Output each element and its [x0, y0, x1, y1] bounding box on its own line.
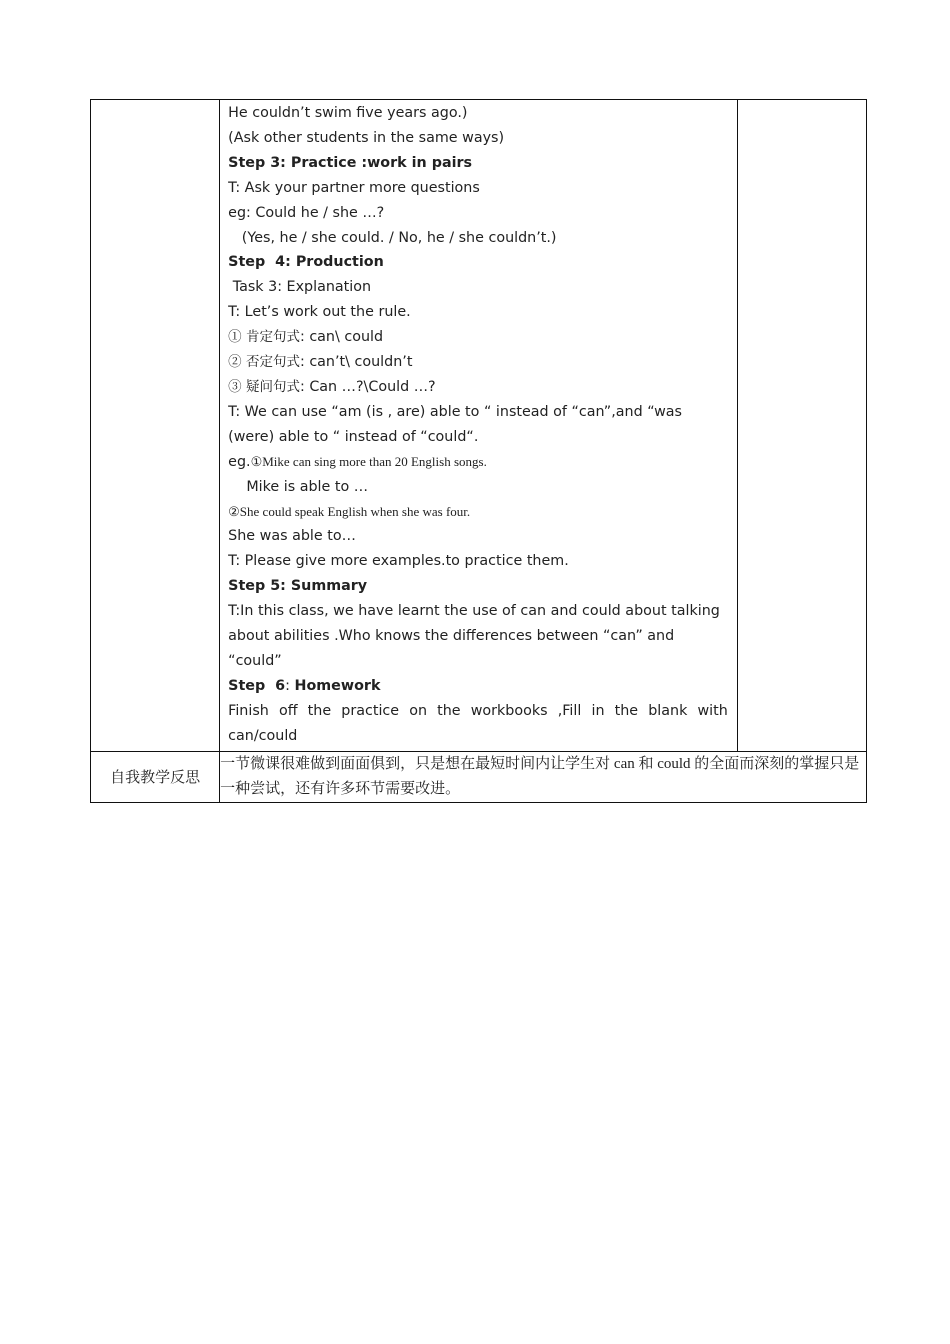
lesson-line: (were) able to “ instead of “could“.	[228, 428, 479, 445]
rule-label: ③ 疑问句式	[228, 378, 300, 395]
lesson-line	[228, 674, 728, 699]
lesson-line: T: Let’s work out the rule.	[228, 304, 411, 321]
step-heading: Step 5: Summary	[228, 578, 368, 595]
lesson-line: T: Ask your partner more questions	[228, 179, 480, 196]
lesson-line: (Ask other students in the same ways)	[228, 129, 505, 146]
lesson-line: Finish off the practice on the workbooks ,Fill in the blank with	[228, 702, 728, 719]
lesson-line: eg: Could he / she …?	[228, 204, 385, 221]
lesson-line	[228, 325, 728, 350]
rule-label: ② 否定句式	[228, 354, 300, 371]
lesson-line: She was able to…	[228, 528, 356, 545]
lesson-line: T: We can use “am (is , are) able to “ instead of “can”,and “was	[228, 403, 682, 420]
procedure-row	[91, 100, 867, 752]
lesson-line	[228, 500, 728, 525]
step-heading: Step 6	[228, 677, 286, 694]
reflection-row	[91, 751, 867, 802]
reflection-label: 自我教学反思	[91, 751, 220, 802]
rule-label: ① 肯定句式	[228, 329, 300, 346]
lesson-line	[228, 375, 728, 400]
example-sentence: ②She could speak English when she was four.	[228, 503, 471, 519]
lesson-line	[228, 350, 728, 375]
step-separator: :	[285, 677, 295, 694]
lesson-line: about abilities .Who knows the differences between “can” and	[228, 628, 675, 645]
lesson-steps	[220, 100, 737, 751]
procedure-notes-cell	[737, 100, 866, 752]
procedure-content-cell	[220, 100, 738, 752]
lesson-plan-table	[90, 99, 867, 803]
lesson-line: Task 3: Explanation	[228, 279, 372, 296]
reflection-text: 一节微课很难做到面面俱到，只是想在最短时间内让学生对 can 和 could 的全面而深刻的掌握只是一种尝试，还有许多环节需要改进。	[220, 751, 867, 802]
step-heading: Step 4: Production	[228, 254, 384, 271]
step-heading: Homework	[294, 677, 381, 694]
procedure-label-cell	[91, 100, 220, 752]
lesson-line: Mike is able to …	[228, 478, 369, 495]
lesson-line: (Yes, he / she could. / No, he / she couldn’t.)	[228, 229, 557, 246]
example-sentence: ①Mike can sing more than 20 English songs.	[250, 453, 487, 469]
rule-forms: : can\ could	[299, 329, 384, 346]
rule-forms: : can’t\ couldn’t	[299, 354, 413, 371]
rule-forms: : Can …?\Could …?	[299, 378, 436, 395]
lesson-line: He couldn’t swim five years ago.)	[228, 105, 468, 121]
lesson-line	[228, 450, 728, 475]
lesson-line: “could”	[228, 652, 282, 669]
example-prefix: eg.	[228, 453, 251, 470]
lesson-line: can/could	[228, 727, 298, 744]
step-heading: Step 3: Practice :work in pairs	[228, 154, 473, 171]
lesson-line: T: Please give more examples.to practice them.	[228, 553, 569, 570]
lesson-line: T:In this class, we have learnt the use of can and could about talking	[228, 603, 720, 620]
